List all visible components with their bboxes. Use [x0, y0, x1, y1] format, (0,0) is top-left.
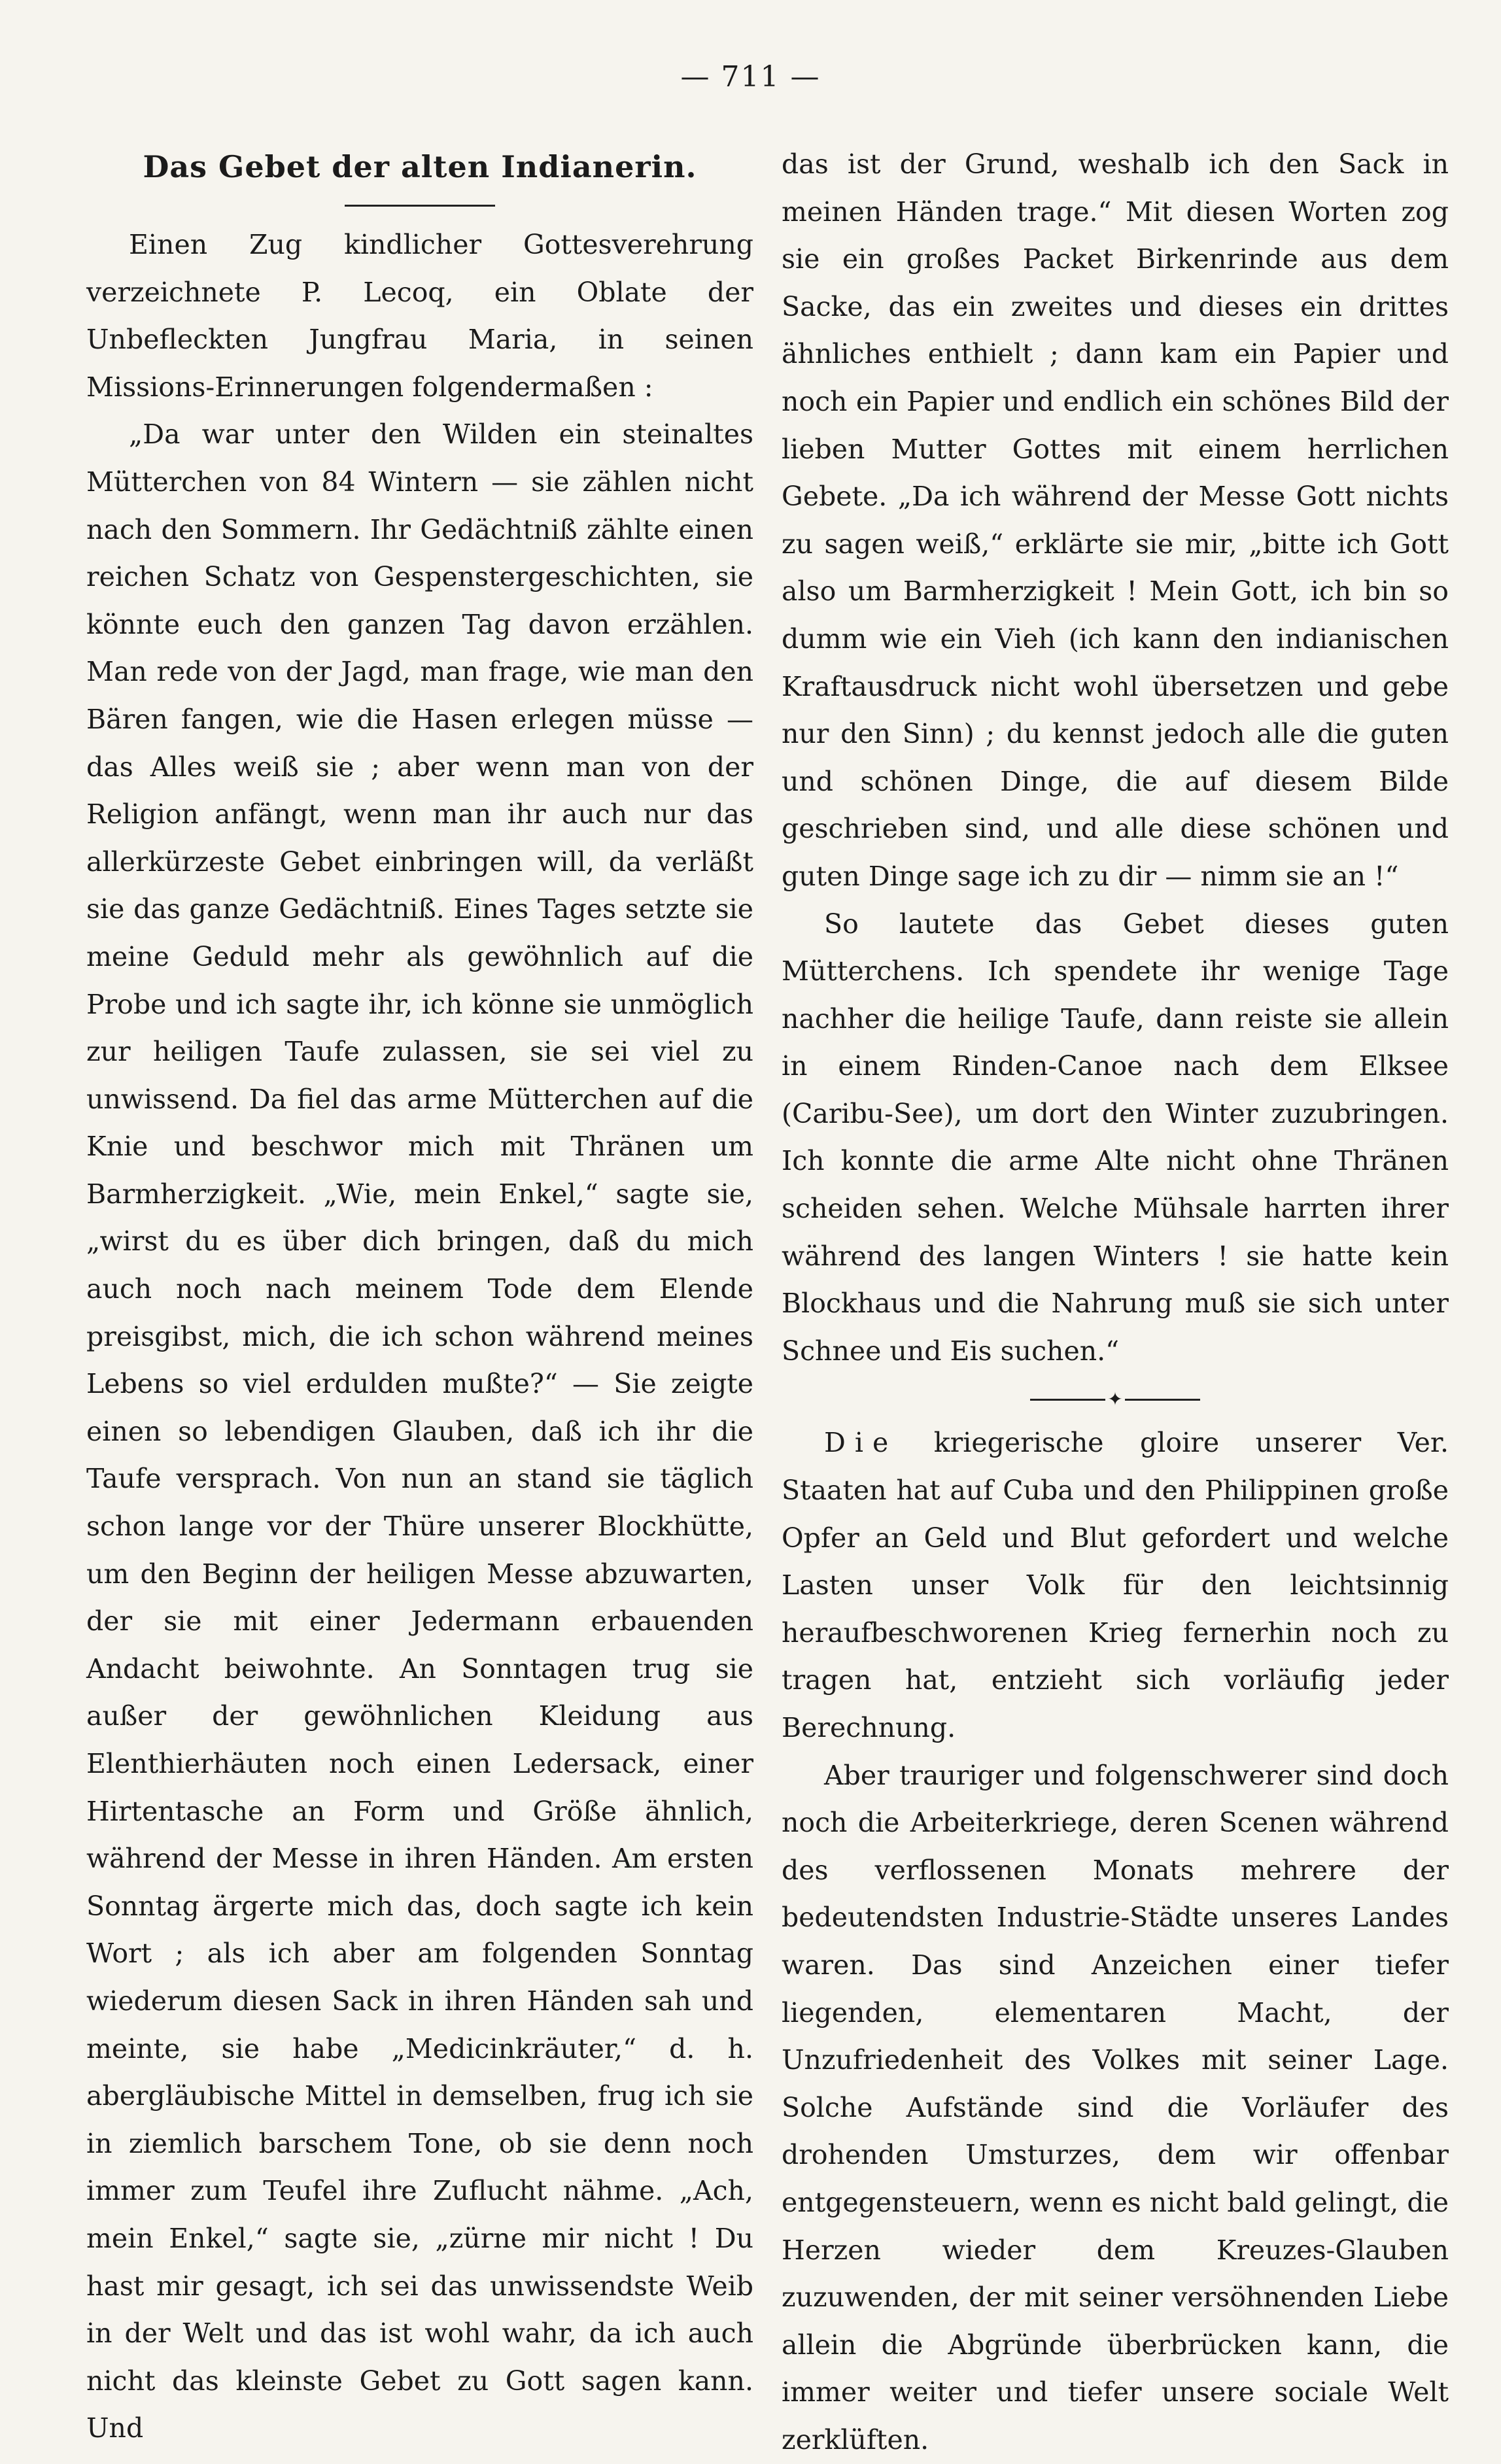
labor-paragraph: Aber trauriger und folgenschwerer sind doch noch die Arbeiterkriege, deren Scenen während des verflossenen Monats mehrere der bedeutendsten Industrie-Städte unseres Landes waren. Das sind Anzeichen einer tiefer liegenden, elementaren Macht, der Unzufriedenheit des Volkes mit seiner Lage. Solche Aufstände sind die Vorläufer des drohenden Umsturzes, dem wir offenbar entgegensteuern, wenn es nicht bald gelingt, die Herzen wieder dem Kreuzes-Glauben zuzuwenden, der mit seiner versöhnenden Liebe allein die Abgründe überbrücken kann, die immer weiter und tiefer unsere sociale Welt zerklüften. — [782, 1759, 1449, 2455]
war-paragraph-text: kriegerische gloire unserer Ver. Staaten hat auf Cuba und den Philippinen große Opfer an Geld und Blut gefordert und welche Lasten unser Volk für den leichtsinnig heraufbeschworenen Krieg fernerhin noch zu tragen hat, entzieht sich vorläufig jeder Berechnung. — [782, 1427, 1449, 1743]
story-paragraph: „Da war unter den Wilden ein steinaltes Mütterchen von 84 Wintern — sie zählen nicht nach den Sommern. Ihr Gedächtniß zählte einen reichen Schatz von Gespenstergeschichten, sie könnte euch den ganzen Tag davon erzählen. Man rede von der Jagd, man frage, wie man den Bären fangen, wie die Hasen erlegen müsse — das Alles weiß sie ; aber wenn man von der Religion anfängt, wenn man ihr auch nur das allerkürzeste Gebet einbringen will, da verläßt sie das ganze Gedächtniß. Eines Tages setzte sie meine Geduld mehr als gewöhnlich auf die Probe und ich sagte ihr, ich könne sie unmöglich zur heiligen Taufe zulassen, sie sei viel zu unwissend. Da fiel das arme Mütterchen auf die Knie und beschwor mich mit Thränen um Barmherzigkeit. „Wie, mein Enkel,“ sagte sie, „wirst du es über dich bringen, daß du mich auch noch nach meinem Tode dem Elende preisgibst, mich, die ich schon während meines Lebens so viel erdulden mußte?“ — Sie zeigte einen so lebendigen Glauben, daß ich ihr die Taufe versprach. Von nun an stand sie täglich schon lange vor der Thüre unserer Blockhütte, um den Beginn der heiligen Messe abzuwarten, der sie mit einer Jedermann erbauenden Andacht beiwohnte. An Sonntagen trug sie außer der gewöhnlichen Kleidung aus Elenthierhäuten noch einen Ledersack, einer Hirtentasche an Form und Größe ähnlich, während der Messe in ihren Händen. Am ersten Sonntag ärgerte mich das, doch sagte ich kein Wort ; als ich aber am folgenden Sonntag wiederum diesen Sack in ihren Händen sah und meinte, sie habe „Medicinkräuter,“ d. h. abergläubische Mittel in demselben, frug ich sie in ziemlich barschem Tone, ob sie denn noch immer zum Teufel ihre Zuflucht nähme. „Ach, mein Enkel,“ sagte sie, „zürne mir nicht ! Du hast mir gesagt, ich sei das unwissendste Weib in der Welt und das ist wohl wahr, da ich auch nicht das kleinste Gebet zu Gott sagen kann. Und — [86, 419, 753, 2444]
article-title: Das Gebet der alten Indianerin. — [143, 149, 697, 184]
title-rule — [345, 205, 495, 207]
right-column — [782, 141, 1449, 2464]
page-number: — 711 — — [680, 60, 821, 94]
closing-paragraph: So lautete das Gebet dieses guten Mütterchens. Ich spendete ihr wenige Tage nachher die heilige Taufe, dann reiste sie allein in einem Rinden-Canoe nach dem Elksee (Caribu-See), um dort den Winter zuzubringen. Ich konnte die arme Alte nicht ohne Thränen scheiden sehen. Welche Mühsale harrten ihrer während des langen Winters ! sie hatte kein Blockhaus und die Nahrung muß sie sich unter Schnee und Eis suchen.“ — [782, 908, 1449, 1367]
story-continuation-paragraph: das ist der Grund, weshalb ich den Sack in meinen Händen trage.“ Mit diesen Worten zog sie ein großes Packet Birkenrinde aus dem Sacke, das ein zweites und dieses ein drittes ähnliches enthielt ; dann kam ein Papier und noch ein Papier und endlich ein schönes Bild der lieben Mutter Gottes mit einem herrlichen Gebete. „Da ich während der Messe Gott nichts zu sagen weiß,“ erklärte sie mir, „bitte ich Gott also um Barmherzigkeit ! Mein Gott, ich bin so dumm wie ein Vieh (ich kann den indianischen Kraftausdruck nicht wohl übersetzen und gebe nur den Sinn) ; du kennst jedoch alle die guten und schönen Dinge, die auf diesem Bilde geschrieben sind, und alle diese schönen und guten Dinge sage ich zu dir — nimm sie an !“ — [782, 148, 1449, 892]
intro-paragraph: Einen Zug kindlicher Gottesverehrung verzeichnete P. Lecoq, ein Oblate der Unbefleckten Jungfrau Maria, in seinen Missions-Erinnerungen folgendermaßen : — [86, 229, 753, 403]
war-paragraph — [782, 1419, 1449, 1751]
spaced-lead-word: Die — [824, 1427, 898, 1459]
separator-ornament-icon: ✦ — [1107, 1388, 1123, 1411]
section-separator — [1017, 1386, 1213, 1412]
left-column — [86, 141, 753, 2452]
